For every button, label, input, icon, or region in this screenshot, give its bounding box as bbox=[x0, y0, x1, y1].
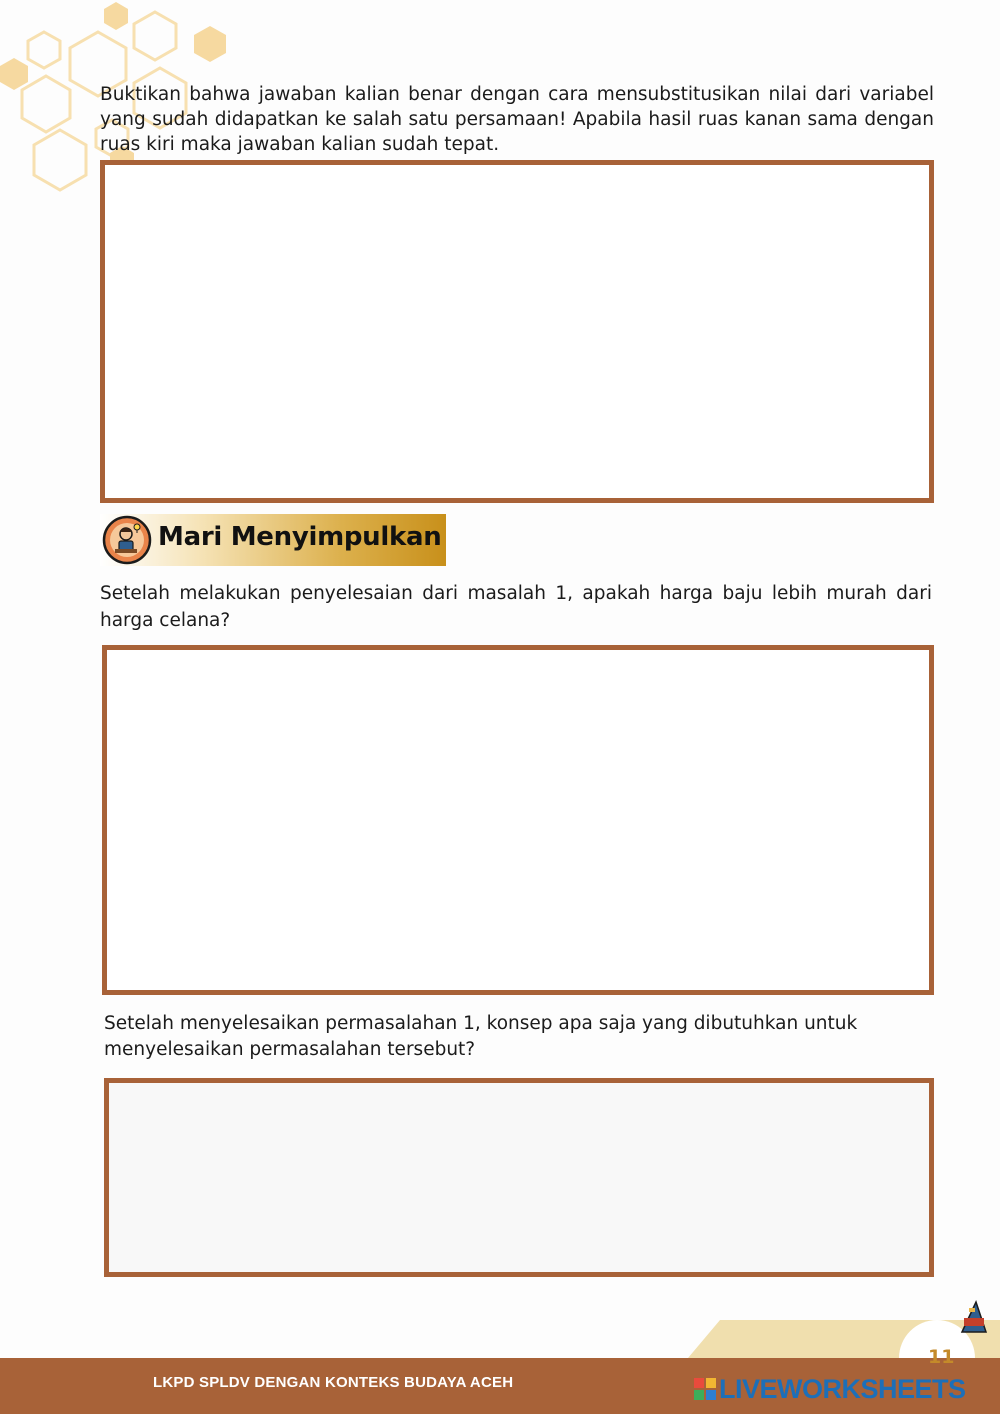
answer-input-2[interactable] bbox=[107, 650, 929, 990]
answer-box-3[interactable] bbox=[104, 1078, 934, 1277]
page-number: 11 bbox=[928, 1346, 955, 1368]
question-1-text: Setelah melakukan penyelesaian dari masalah 1, apakah harga baju lebih murah dari harga celana? bbox=[100, 583, 932, 631]
answer-input-1[interactable] bbox=[105, 165, 929, 498]
instruction-paragraph: Buktikan bahwa jawaban kalian benar dengan cara mensubstitusikan nilai dari variabel yang sudah didapatkan ke salah satu persamaan! Apabila hasil ruas kanan sama dengan ruas kiri maka jawaban kalian sudah tepat. bbox=[100, 84, 934, 155]
answer-box-1[interactable] bbox=[100, 160, 934, 503]
question-2-text: Setelah menyelesaikan permasalahan 1, konsep apa saja yang dibutuhkan untuk menyelesaikan permasalahan tersebut? bbox=[104, 1013, 858, 1060]
student-thinking-icon bbox=[102, 515, 152, 565]
section-header bbox=[100, 514, 446, 566]
section-title: Mari Menyimpulkan bbox=[158, 522, 442, 552]
answer-input-3[interactable] bbox=[109, 1083, 929, 1272]
footer-title: LKPD SPLDV DENGAN KONTEKS BUDAYA ACEH bbox=[153, 1374, 514, 1391]
liveworksheets-brand[interactable] bbox=[694, 1372, 966, 1406]
brand-name: LIVEWORKSHEETS bbox=[719, 1373, 966, 1404]
liveworksheets-logo-icon bbox=[694, 1378, 716, 1400]
answer-box-2[interactable] bbox=[102, 645, 934, 995]
